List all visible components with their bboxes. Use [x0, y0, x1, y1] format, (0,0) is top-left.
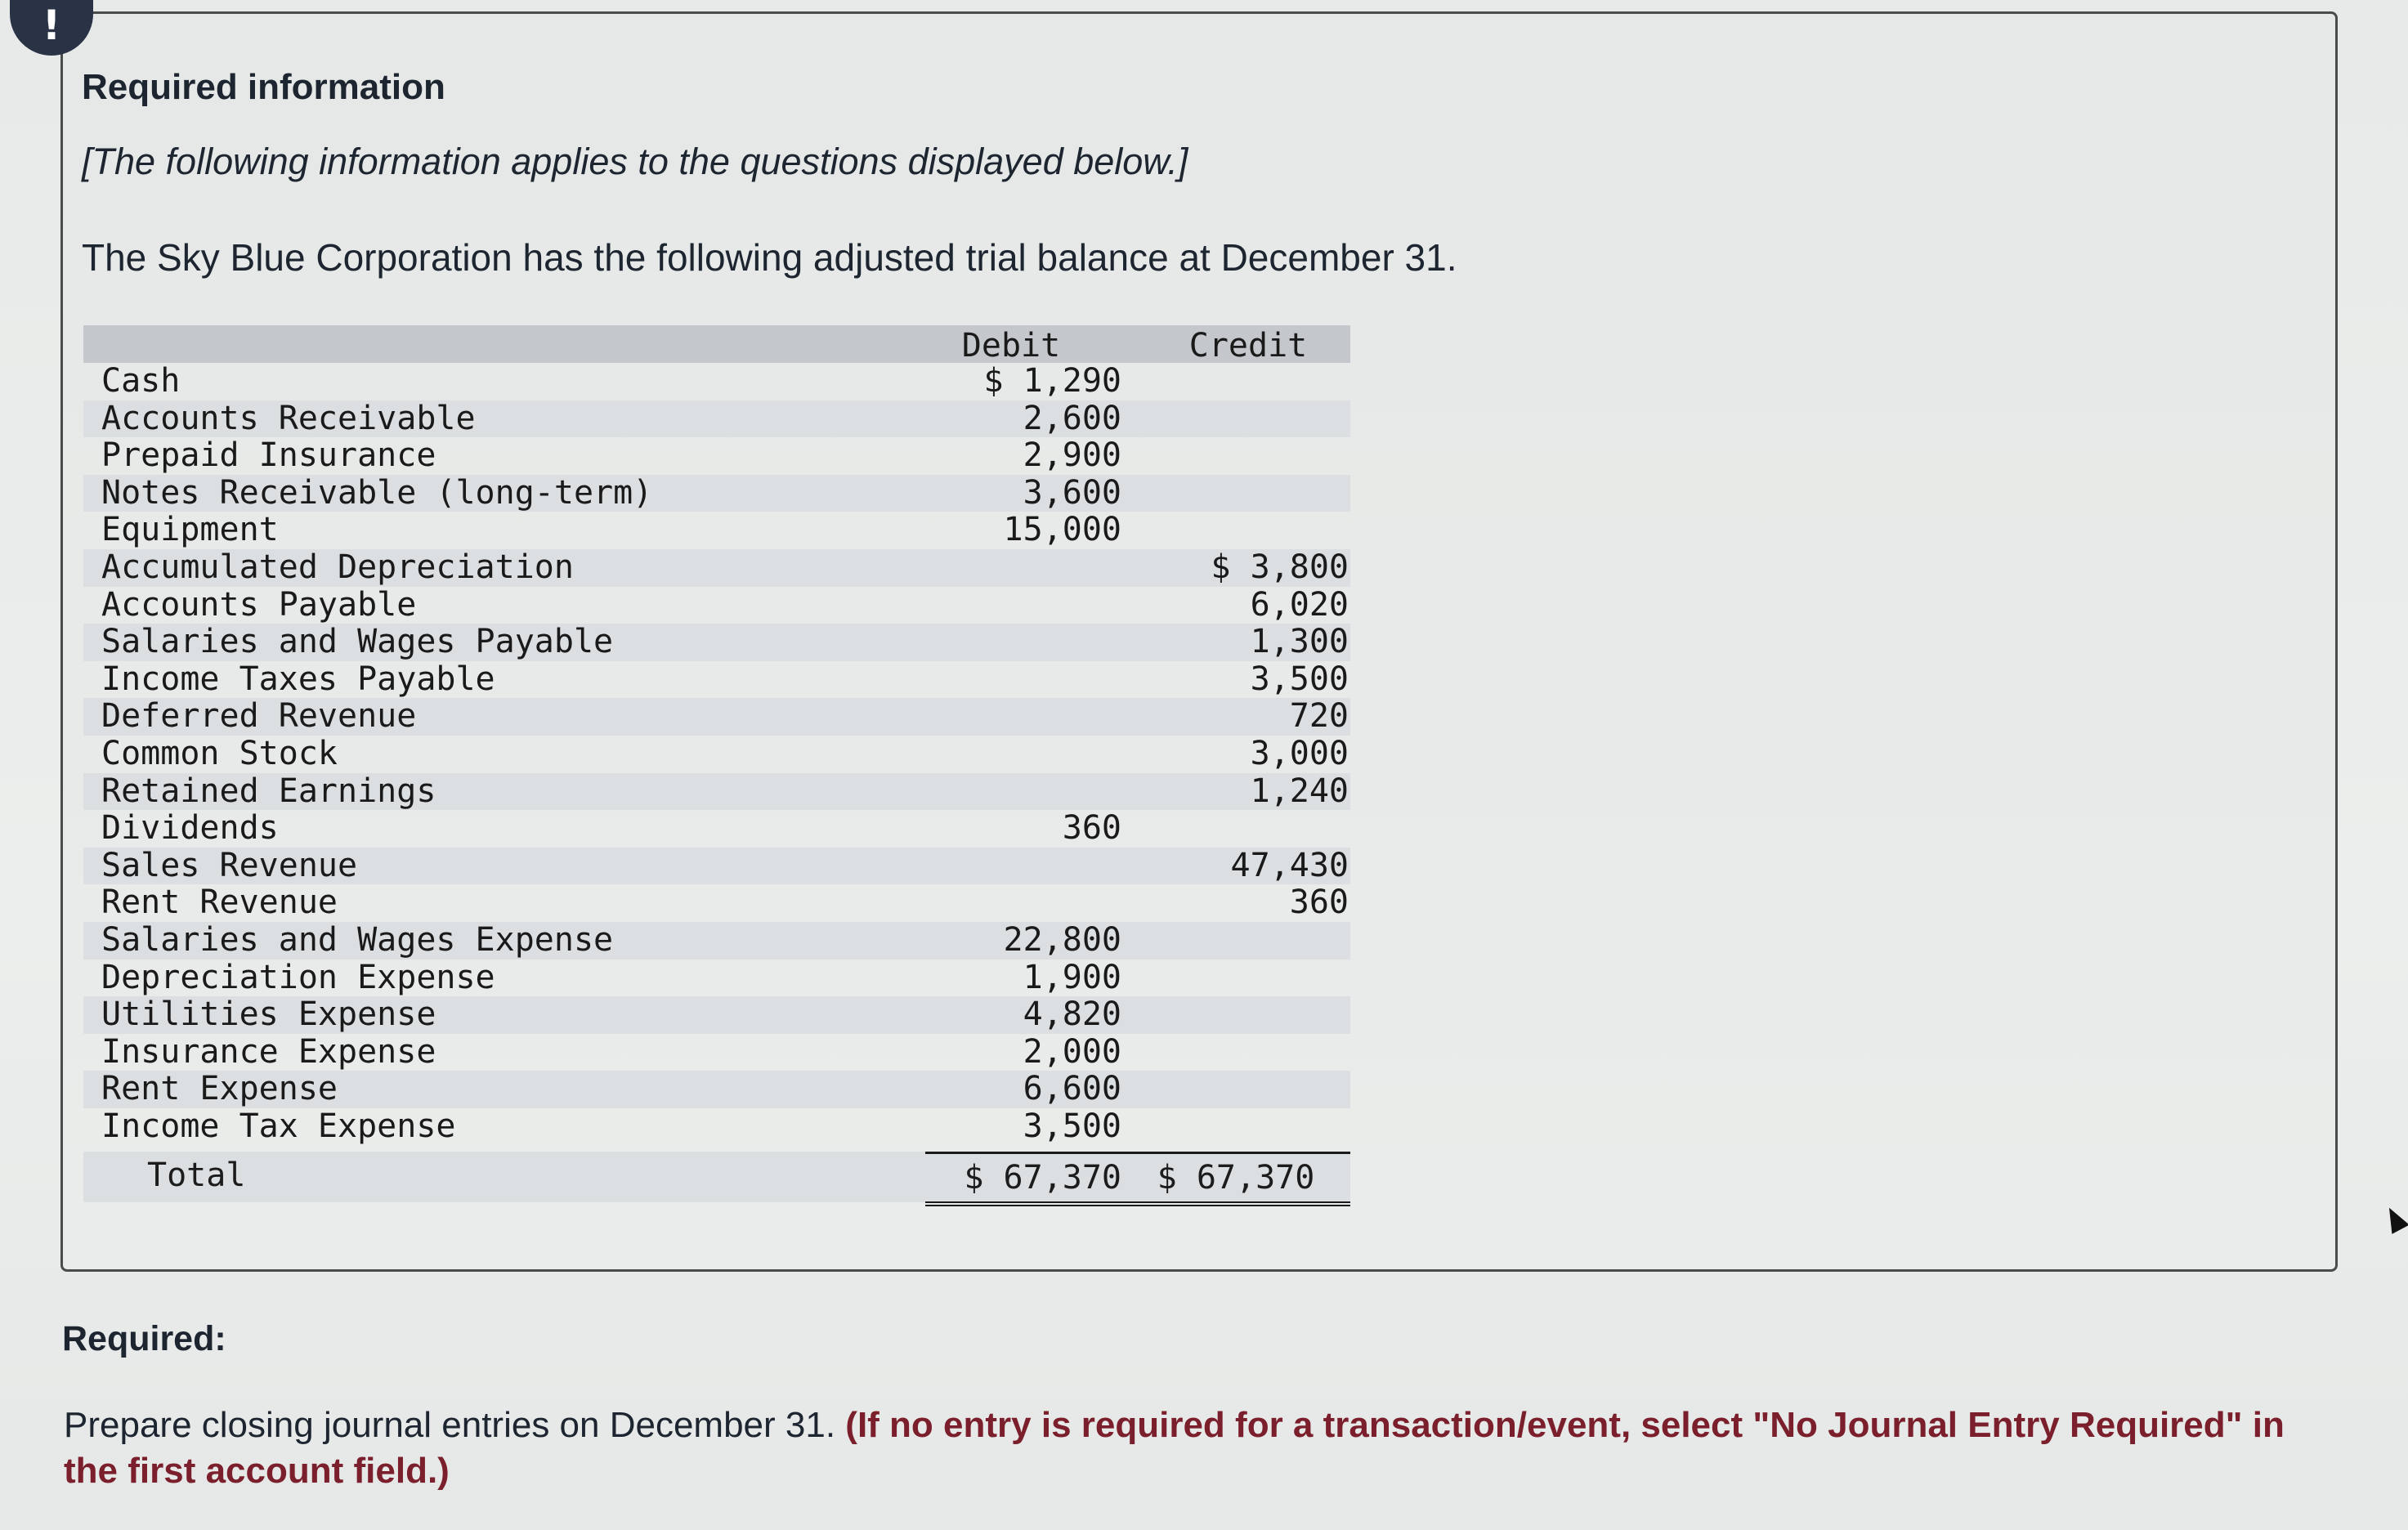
table-row — [83, 363, 1350, 400]
table-row — [83, 773, 1350, 811]
account-name: Accounts Payable — [101, 585, 417, 624]
table-row — [83, 400, 1350, 438]
credit-amount: 720 — [1289, 697, 1349, 736]
debit-amount: 3,600 — [1023, 473, 1121, 512]
information-note: [The following information applies to the questions displayed below.] — [82, 141, 1188, 182]
account-name: Salaries and Wages Expense — [101, 920, 614, 959]
adjusted-trial-balance-table — [83, 325, 1350, 1202]
credit-amount: 47,430 — [1230, 846, 1349, 884]
account-name: Salaries and Wages Payable — [101, 623, 614, 661]
account-name: Dividends — [101, 809, 279, 848]
credit-amount: $ 3,800 — [1211, 548, 1349, 586]
account-name: Deferred Revenue — [101, 697, 417, 736]
account-name: Income Tax Expense — [101, 1107, 456, 1145]
table-row — [83, 475, 1350, 512]
alert-icon: ! — [10, 0, 93, 56]
debit-amount: 2,000 — [1023, 1032, 1121, 1071]
table-row — [83, 1034, 1350, 1071]
table-row — [83, 1108, 1350, 1146]
credit-amount: 360 — [1289, 884, 1349, 922]
instruction-emphasis: (If no entry is required for a transaction/event, select "No Journal Entry Required" in the first account field.) — [64, 1405, 2285, 1491]
required-label: Required: — [62, 1319, 226, 1358]
table-header — [83, 325, 1350, 363]
mouse-cursor-icon — [2380, 1203, 2408, 1234]
table-row — [83, 810, 1350, 848]
table-row — [83, 922, 1350, 960]
credit-amount: 1,240 — [1250, 772, 1349, 810]
required-instruction — [64, 1402, 2320, 1494]
debit-amount: 2,900 — [1023, 436, 1121, 475]
debit-amount: $ 1,290 — [983, 362, 1121, 400]
table-row — [83, 884, 1350, 922]
total-credit-amount: $ 67,370 — [1121, 1152, 1350, 1206]
table-row — [83, 996, 1350, 1034]
debit-amount: 1,900 — [1023, 958, 1121, 996]
account-name: Sales Revenue — [101, 846, 358, 884]
credit-amount: 3,500 — [1250, 660, 1349, 698]
account-name: Common Stock — [101, 734, 338, 772]
debit-amount: 4,820 — [1023, 995, 1121, 1034]
table-row — [83, 549, 1350, 587]
total-label: Total — [147, 1156, 246, 1195]
debit-amount: 2,600 — [1023, 399, 1121, 437]
debit-amount: 6,600 — [1023, 1070, 1121, 1108]
account-name: Accounts Receivable — [101, 399, 476, 437]
debit-amount: 22,800 — [1003, 920, 1121, 959]
account-name: Rent Revenue — [101, 884, 338, 922]
table-row — [83, 661, 1350, 699]
credit-column-header: Credit — [1188, 327, 1308, 365]
table-row — [83, 1071, 1350, 1108]
account-name: Insurance Expense — [101, 1032, 436, 1071]
table-row — [83, 960, 1350, 997]
credit-amount: 6,020 — [1250, 585, 1349, 624]
debit-amount: 360 — [1062, 809, 1121, 848]
table-row — [83, 587, 1350, 624]
debit-amount: 3,500 — [1023, 1107, 1121, 1145]
total-debit-amount: $ 67,370 — [925, 1152, 1121, 1206]
table-row — [83, 848, 1350, 885]
credit-amount: 3,000 — [1250, 734, 1349, 772]
trial-balance-intro: The Sky Blue Corporation has the following adjusted trial balance at December 31. — [82, 236, 1457, 279]
account-name: Rent Expense — [101, 1070, 338, 1108]
instruction-text: Prepare closing journal entries on December 31. — [64, 1405, 846, 1445]
account-name: Depreciation Expense — [101, 958, 495, 996]
credit-amount: 1,300 — [1250, 623, 1349, 661]
table-row — [83, 624, 1350, 661]
account-name: Cash — [101, 362, 181, 400]
table-row — [83, 437, 1350, 475]
table-row — [83, 512, 1350, 549]
account-name: Accumulated Depreciation — [101, 548, 574, 586]
total-row — [83, 1152, 1350, 1202]
account-name: Equipment — [101, 511, 279, 549]
table-row — [83, 698, 1350, 736]
account-name: Prepaid Insurance — [101, 436, 436, 475]
table-row — [83, 736, 1350, 773]
account-name: Utilities Expense — [101, 995, 436, 1034]
account-name: Income Taxes Payable — [101, 660, 495, 698]
debit-amount: 15,000 — [1003, 511, 1121, 549]
account-name: Notes Receivable (long-term) — [101, 473, 653, 512]
account-name: Retained Earnings — [101, 772, 436, 810]
debit-column-header: Debit — [961, 327, 1061, 365]
required-information-title: Required information — [82, 67, 445, 107]
